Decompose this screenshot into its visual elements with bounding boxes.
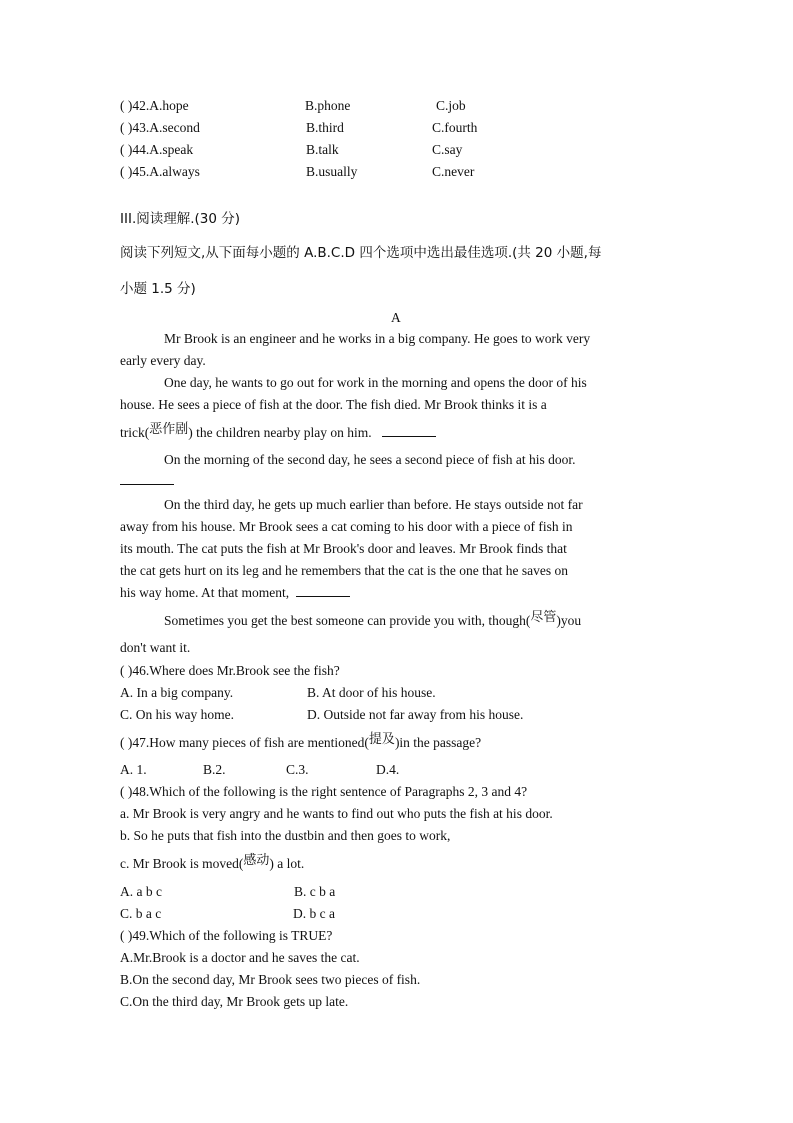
passage-p4-line5 bbox=[120, 584, 350, 602]
passage-p2-line1: One day, he wants to go out for work in the morning and opens the door of his bbox=[164, 375, 587, 390]
cloze-42-b: B.phone bbox=[305, 98, 351, 113]
answer-blank-3[interactable] bbox=[296, 584, 350, 597]
cloze-43-b: B.third bbox=[306, 120, 344, 135]
q47-option-b[interactable]: B.2. bbox=[203, 762, 226, 777]
q48-c-note: 感动 bbox=[243, 853, 270, 868]
p5-note: 尽管 bbox=[530, 610, 557, 625]
section-instructions: 阅读下列短文,从下面每小题的 A.B.C.D 四个选项中选出最佳选项.(共 20 小题,每 bbox=[120, 245, 602, 261]
q46-option-c[interactable]: C. On his way home. bbox=[120, 707, 234, 722]
p2-trick-pre: trick( bbox=[120, 425, 150, 440]
q49-option-a[interactable]: A.Mr.Brook is a doctor and he saves the cat. bbox=[120, 950, 360, 965]
question-49: ( )49.Which of the following is TRUE? bbox=[120, 928, 333, 943]
q48-option-d[interactable]: D. b c a bbox=[293, 906, 335, 921]
q48-c-pre: c. Mr Brook is moved( bbox=[120, 856, 244, 871]
passage-p3: On the morning of the second day, he sees a second piece of fish at his door. bbox=[164, 452, 576, 467]
question-48: ( )48.Which of the following is the right sentence of Paragraphs 2, 3 and 4? bbox=[120, 784, 528, 799]
passage-p4-line1: On the third day, he gets up much earlier than before. He stays outside not far bbox=[164, 497, 583, 512]
q48-c-post: ) a lot. bbox=[269, 856, 305, 871]
passage-p4-line3: its mouth. The cat puts the fish at Mr Brook's door and leaves. Mr Brook finds that bbox=[120, 541, 567, 556]
q47-option-d[interactable]: D.4. bbox=[376, 762, 400, 777]
q47-post: )in the passage? bbox=[394, 735, 482, 750]
q48-option-c[interactable]: C. b a c bbox=[120, 906, 162, 921]
q47-note: 提及 bbox=[368, 732, 395, 747]
cloze-44-c: C.say bbox=[432, 142, 463, 157]
cloze-43-a: ( )43.A.second bbox=[120, 120, 200, 135]
p4-moment: his way home. At that moment, bbox=[120, 585, 290, 600]
question-47 bbox=[120, 734, 481, 753]
q46-option-a[interactable]: A. In a big company. bbox=[120, 685, 234, 700]
section-title: III.阅读理解.(30 分) bbox=[120, 211, 241, 227]
passage-p5-line1 bbox=[164, 612, 581, 631]
q48-sentence-c bbox=[120, 855, 304, 874]
section-instructions-cont: 小题 1.5 分) bbox=[120, 281, 196, 297]
q48-option-a[interactable]: A. a b c bbox=[120, 884, 162, 899]
question-46: ( )46.Where does Mr.Brook see the fish? bbox=[120, 663, 340, 678]
q49-option-c[interactable]: C.On the third day, Mr Brook gets up late. bbox=[120, 994, 349, 1009]
cloze-45-a: ( )45.A.always bbox=[120, 164, 200, 179]
cloze-42-a: ( )42.A.hope bbox=[120, 98, 189, 113]
passage-label: A bbox=[391, 310, 401, 325]
passage-p4-line2: away from his house. Mr Brook sees a cat coming to his door with a piece of fish in bbox=[120, 519, 573, 534]
cloze-44-a: ( )44.A.speak bbox=[120, 142, 194, 157]
passage-p2-line2: house. He sees a piece of fish at the door. The fish died. Mr Brook thinks it is a bbox=[120, 397, 547, 412]
passage-p1-line2: early every day. bbox=[120, 353, 206, 368]
p2-trick-note: 恶作剧 bbox=[149, 422, 189, 437]
q48-option-b[interactable]: B. c b a bbox=[294, 884, 336, 899]
cloze-45-b: B.usually bbox=[306, 164, 358, 179]
q47-option-c[interactable]: C.3. bbox=[286, 762, 309, 777]
answer-blank-2-row bbox=[120, 472, 174, 490]
q48-sentence-b: b. So he puts that fish into the dustbin and then goes to work, bbox=[120, 828, 451, 843]
passage-p1-line1: Mr Brook is an engineer and he works in a big company. He goes to work very bbox=[164, 331, 591, 346]
passage-p2-line3 bbox=[120, 424, 436, 443]
p5-post: )you bbox=[556, 613, 582, 628]
cloze-43-c: C.fourth bbox=[432, 120, 478, 135]
q46-option-d[interactable]: D. Outside not far away from his house. bbox=[307, 707, 524, 722]
cloze-42-c: C.job bbox=[436, 98, 466, 113]
p5-pre: Sometimes you get the best someone can provide you with, though( bbox=[164, 613, 531, 628]
answer-blank-2[interactable] bbox=[120, 472, 174, 485]
q47-option-a[interactable]: A. 1. bbox=[120, 762, 147, 777]
passage-p4-line4: the cat gets hurt on its leg and he remembers that the cat is the one that he saves on bbox=[120, 563, 568, 578]
q46-option-b[interactable]: B. At door of his house. bbox=[307, 685, 436, 700]
q48-sentence-a: a. Mr Brook is very angry and he wants to find out who puts the fish at his door. bbox=[120, 806, 553, 821]
q47-pre: ( )47.How many pieces of fish are mentioned( bbox=[120, 735, 369, 750]
passage-p5-line2: don't want it. bbox=[120, 640, 191, 655]
q49-option-b[interactable]: B.On the second day, Mr Brook sees two pieces of fish. bbox=[120, 972, 421, 987]
cloze-45-c: C.never bbox=[432, 164, 475, 179]
answer-blank-1[interactable] bbox=[382, 424, 436, 437]
p2-trick-post: ) the children nearby play on him. bbox=[188, 425, 372, 440]
cloze-44-b: B.talk bbox=[306, 142, 339, 157]
